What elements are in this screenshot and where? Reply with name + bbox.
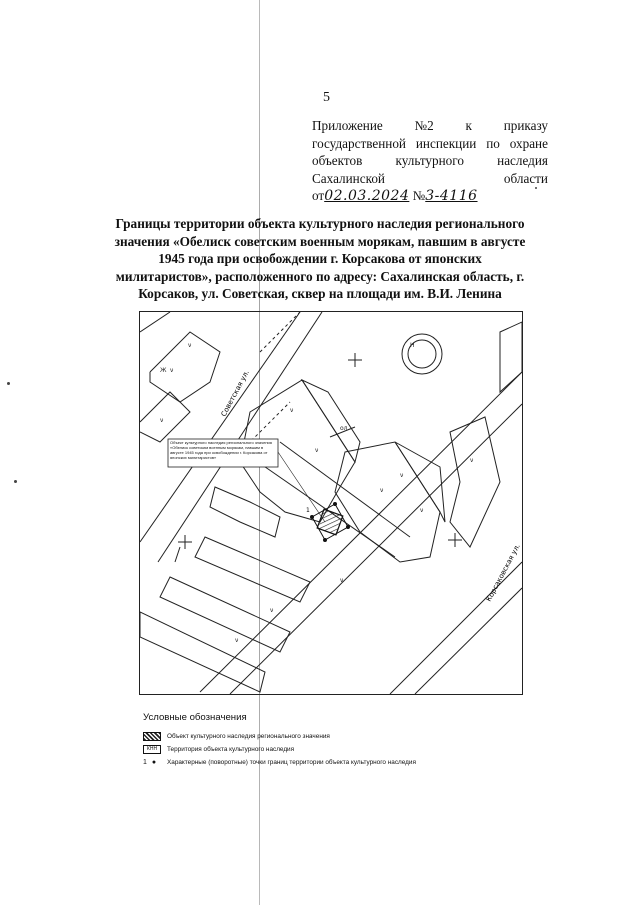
appendix-date-line [312, 187, 548, 206]
page-number: 5 [323, 90, 330, 105]
appendix-word: культурного [395, 153, 464, 168]
number-prefix: № [412, 188, 426, 203]
appendix-word: государственной [312, 135, 406, 151]
appendix-word: Сахалинской [312, 170, 385, 186]
mark-n: Н [410, 342, 415, 349]
appendix-header [312, 117, 548, 206]
appendix-line-4 [312, 170, 548, 188]
appendix-word: инспекции [415, 135, 477, 151]
svg-text:ν: ν [315, 447, 319, 454]
svg-text:ν: ν [340, 577, 344, 584]
legend-label: Характерные (поворотные) точки границ территории объекта культурного наследия [167, 759, 416, 766]
point-label: 1 [306, 507, 310, 514]
mark-zh: Ж [160, 367, 167, 374]
appendix-word: охране [509, 135, 548, 151]
boundary-point [310, 515, 314, 519]
svg-text:ν: ν [188, 342, 192, 349]
appendix-word: к [465, 118, 472, 133]
scan-speck [535, 187, 537, 189]
svg-text:ν: ν [420, 507, 424, 514]
scan-speck [14, 480, 17, 483]
appendix-word: №2 [414, 118, 434, 133]
boundary-point [346, 525, 350, 529]
cadastral-map [139, 311, 523, 695]
appendix-word: наследия [497, 153, 548, 168]
svg-text:ν: ν [470, 457, 474, 464]
legend-title: Условные обозначения [143, 712, 247, 723]
points-swatch [143, 758, 161, 767]
svg-text:ν: ν [170, 367, 174, 374]
svg-text:ν: ν [160, 417, 164, 424]
street-korsakovskaya-label: Корсаковская ул. [484, 542, 522, 603]
date-prefix: от [312, 188, 325, 203]
map-drawing [140, 312, 522, 694]
street-sovetskaya-label: Советская ул. [219, 368, 251, 418]
legend-label: Территория объекта культурного наследия [167, 746, 295, 753]
appendix-word: приказу [503, 118, 548, 133]
handwritten-date: 02.03.2024 [324, 188, 410, 204]
appendix-word: Приложение [312, 118, 383, 133]
appendix-word: по [486, 135, 500, 151]
handwritten-order-number: 3-4116 [425, 188, 478, 204]
legend-item-territory [143, 743, 523, 756]
appendix-word: объектов [312, 153, 363, 168]
svg-text:ν: ν [290, 407, 294, 414]
mark-ol: ол [340, 425, 348, 432]
obelisk-object [317, 509, 343, 535]
boundary-point [333, 502, 337, 506]
svg-text:ν: ν [380, 487, 384, 494]
svg-text:ν: ν [235, 637, 239, 644]
callout-text-wrapper [170, 440, 276, 466]
legend-label: Объект культурного наследия регионального значения [167, 733, 330, 740]
boundary-point [323, 538, 327, 542]
callout-text: Объект культурного наследия регионального значения «Обелиск советским военным морякам, павшим в августе 1945 года при освобождении г. Корсакова от японских милитаристов» [170, 440, 272, 460]
dot-icon: ● [151, 759, 157, 766]
object-swatch [143, 732, 161, 741]
legend-item-points [143, 756, 523, 769]
appendix-line-1 [312, 117, 548, 135]
territory-swatch: КНН [143, 745, 161, 754]
svg-text:ν: ν [270, 607, 274, 614]
svg-text:ν: ν [400, 472, 404, 479]
legend [143, 712, 523, 769]
appendix-line-3 [312, 152, 548, 170]
appendix-line-2 [312, 135, 548, 153]
document-title: Границы территории объекта культурного наследия регионального значения «Обелиск советским военным морякам, павшим в августе 1945 года при освобождении г. Корсакова от японских милитаристов», расположенного по адресу: Сахалинская область, г. Корсаков, ул. Советская, сквер на площади им. В.И. Ленина [114, 216, 526, 301]
legend-item-object [143, 730, 523, 743]
appendix-word: области [503, 170, 548, 186]
scan-speck [7, 382, 10, 385]
points-swatch-number: 1 [143, 759, 147, 766]
